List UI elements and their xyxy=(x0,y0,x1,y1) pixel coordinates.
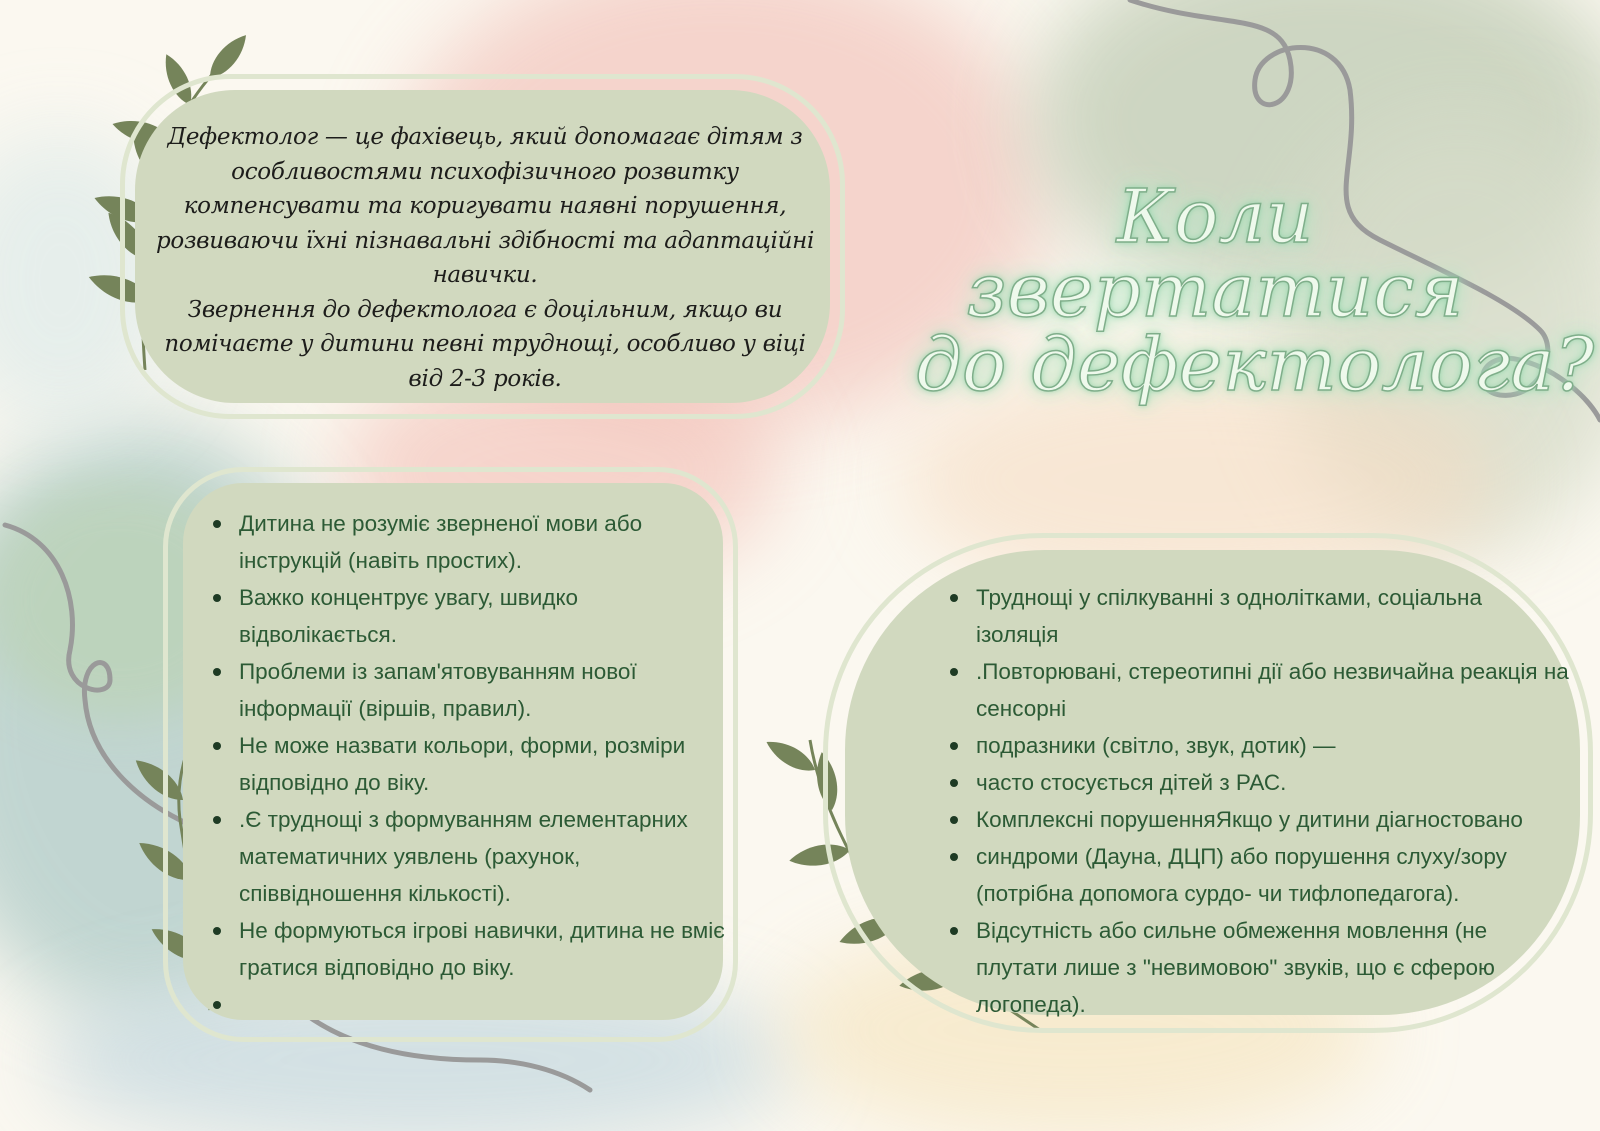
list-item: часто стосується дітей з РАС. xyxy=(950,764,1570,801)
list-item: Відсутність або сильне обмеження мовлення (не плутати лише з "невимовою" звуків, що є сферою логопеда). xyxy=(950,912,1570,1023)
left-symptom-list xyxy=(213,505,733,1023)
title-line-1: Коли xyxy=(1116,174,1314,260)
list-item: Проблеми із запам'ятовуванням нової інформації (віршів, правил). xyxy=(213,653,733,727)
intro-paragraph-definition: Дефектолог — це фахівець, який допомагає дітям з особливостями психофізичного розвитку компенсувати та коригувати наявні порушення, розвиваючи їхні пізнавальні здібності та адаптаційні навички. xyxy=(155,124,815,288)
list-item: Комплексні порушенняЯкщо у дитини діагностовано xyxy=(950,801,1570,838)
list-item: .Повторювані, стереотипні дії або незвичайна реакція на сенсорні xyxy=(950,653,1570,727)
list-item: Важко концентрує увагу, швидко відволікається. xyxy=(213,579,733,653)
list-item: .Є труднощі з формуванням елементарних математичних уявлень (рахунок, співвідношення кількості). xyxy=(213,801,733,912)
title-line-3: до дефектолога? xyxy=(915,322,1595,408)
intro-text xyxy=(150,120,820,396)
list-item-empty xyxy=(213,986,733,1023)
right-symptom-list xyxy=(950,579,1570,1023)
list-item: Не формуються ігрові навички, дитина не вміє гратися відповідно до віку. xyxy=(213,912,733,986)
intro-paragraph-when: Звернення до дефектолога є доцільним, якщо ви помічаєте у дитини певні труднощі, особливо у віці від 2-3 років. xyxy=(164,296,806,392)
list-item: Не може назвати кольори, форми, розміри відповідно до віку. xyxy=(213,727,733,801)
list-item: Труднощі у спілкуванні з однолітками, соціальна ізоляція xyxy=(950,579,1570,653)
title-line-2: звертатися xyxy=(966,248,1464,334)
list-item: синдроми (Дауна, ДЦП) або порушення слуху/зору (потрібна допомога сурдо- чи тифлопедагога). xyxy=(950,838,1570,912)
list-item: Дитина не розуміє зверненої мови або інструкцій (навіть простих). xyxy=(213,505,733,579)
list-item: подразники (світло, звук, дотик) — xyxy=(950,727,1570,764)
page-title xyxy=(915,174,1595,408)
